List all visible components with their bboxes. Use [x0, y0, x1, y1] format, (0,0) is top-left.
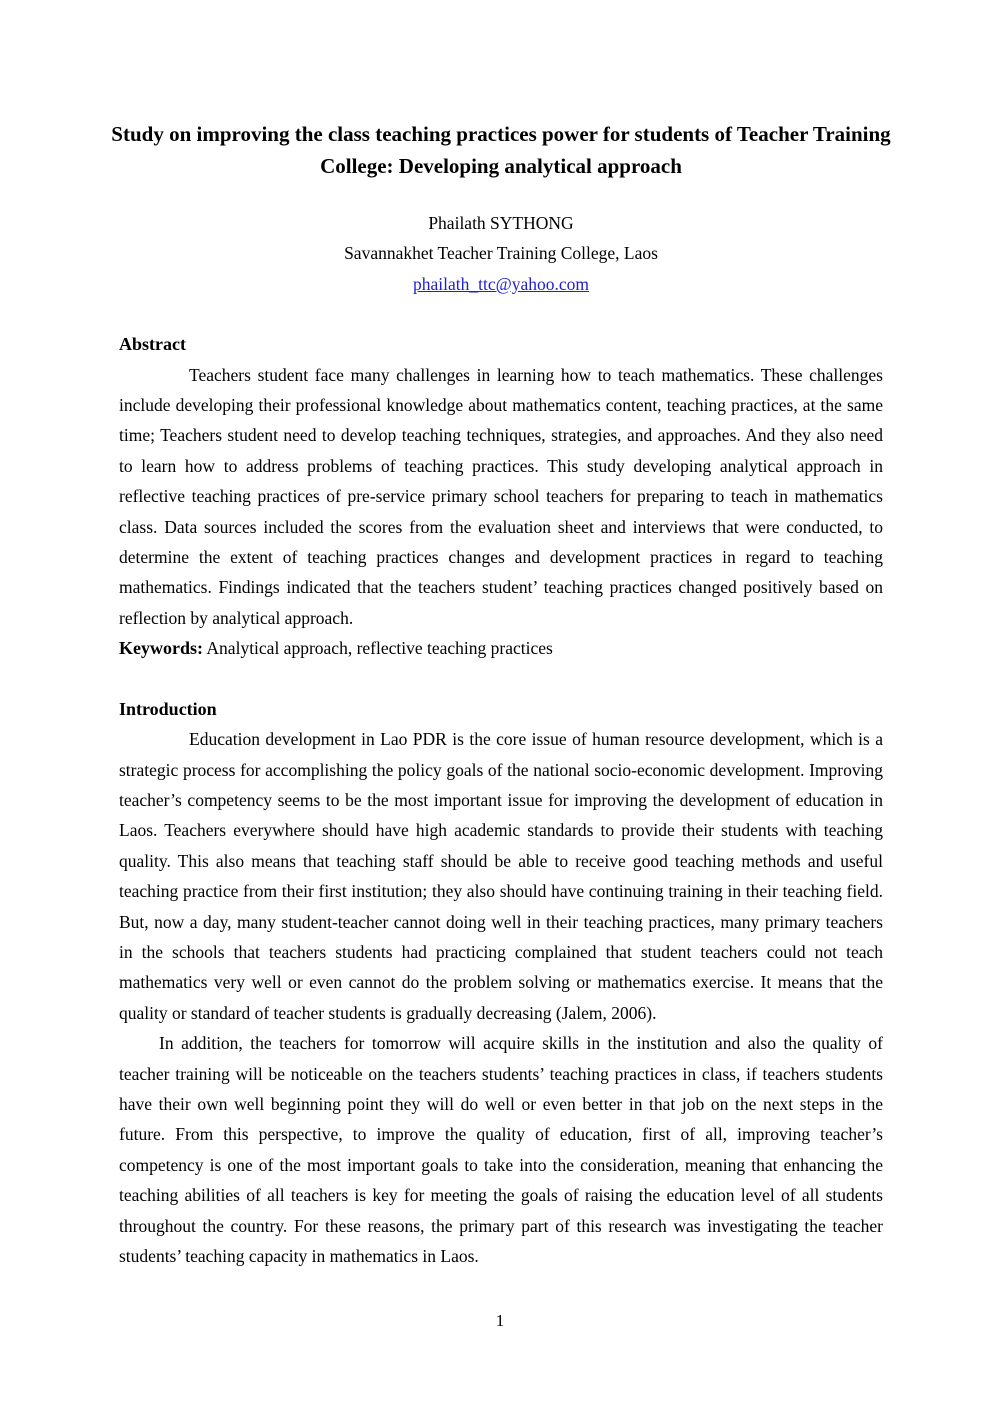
paper-title: Study on improving the class teaching practices power for students of Teacher Training College: Developing analytical approach: [111, 122, 891, 178]
author-name: Phailath SYTHONG: [428, 213, 574, 233]
page-number: 1: [495, 1311, 505, 1330]
introduction-paragraph-2: In addition, the teachers for tomorrow will acquire skills in the institution and also the quality of teacher training will be noticeable on the teachers students’ teaching practices in class, if teachers students have their own well beginning point they will do well or even better in that job on the next steps in the future. From this perspective, to improve the quality of education, first of all, improving teacher’s competency is one of the most important goals to take into the consideration, meaning that enhancing the teaching abilities of all teachers is key for meeting the goals of raising the education level of all students throughout the country. For these reasons, the primary part of this research was investigating the teacher students’ teaching capacity in mathematics in Laos.: [119, 1033, 883, 1266]
abstract-heading: Abstract: [119, 334, 186, 355]
introduction-paragraph-1: Education development in Lao PDR is the core issue of human resource development, which is a strategic process for accomplishing the policy goals of the national socio-economic development. Improving teacher’s competency seems to be the most important issue for improving the development of education in Laos. Teachers everywhere should have high academic standards to provide their students with teaching quality. This also means that teaching staff should be able to receive good teaching methods and useful teaching practice from their first institution; they also should have continuing training in their teaching field. But, now a day, many student-teacher cannot doing well in their teaching practices, many primary teachers in the schools that teachers students had practicing complained that student teachers could not teach mathematics very well or even cannot do the problem solving or mathematics exercise. It means that the quality or standard of teacher students is gradually decreasing (Jalem, 2006).: [119, 729, 883, 1023]
keywords-text: Analytical approach, reflective teaching practices: [206, 638, 553, 659]
abstract-text: Teachers student face many challenges in learning how to teach mathematics. These challenges include developing their professional knowledge about mathematics content, teaching practices, at the same time; Teachers student need to develop teaching techniques, strategies, and approaches. And they also need to learn how to address problems of teaching practices. This study developing analytical approach in reflective teaching practices of pre-service primary school teachers for preparing to teach in mathematics class. Data sources included the scores from the evaluation sheet and interviews that were conducted, to determine the extent of teaching practices changes and development practices in regard to teaching mathematics. Findings indicated that the teachers student’ teaching practices changed positively based on reflection by analytical approach.: [119, 364, 883, 628]
introduction-heading: Introduction: [119, 698, 217, 719]
paper-page: [111, 118, 891, 1271]
author-block: [119, 208, 883, 299]
keywords-label: Keywords:: [119, 638, 203, 659]
author-email-link[interactable]: phailath_ttc@yahoo.com: [413, 273, 589, 294]
keywords-line: [119, 633, 883, 663]
author-affiliation: Savannakhet Teacher Training College, Laos: [344, 243, 658, 264]
